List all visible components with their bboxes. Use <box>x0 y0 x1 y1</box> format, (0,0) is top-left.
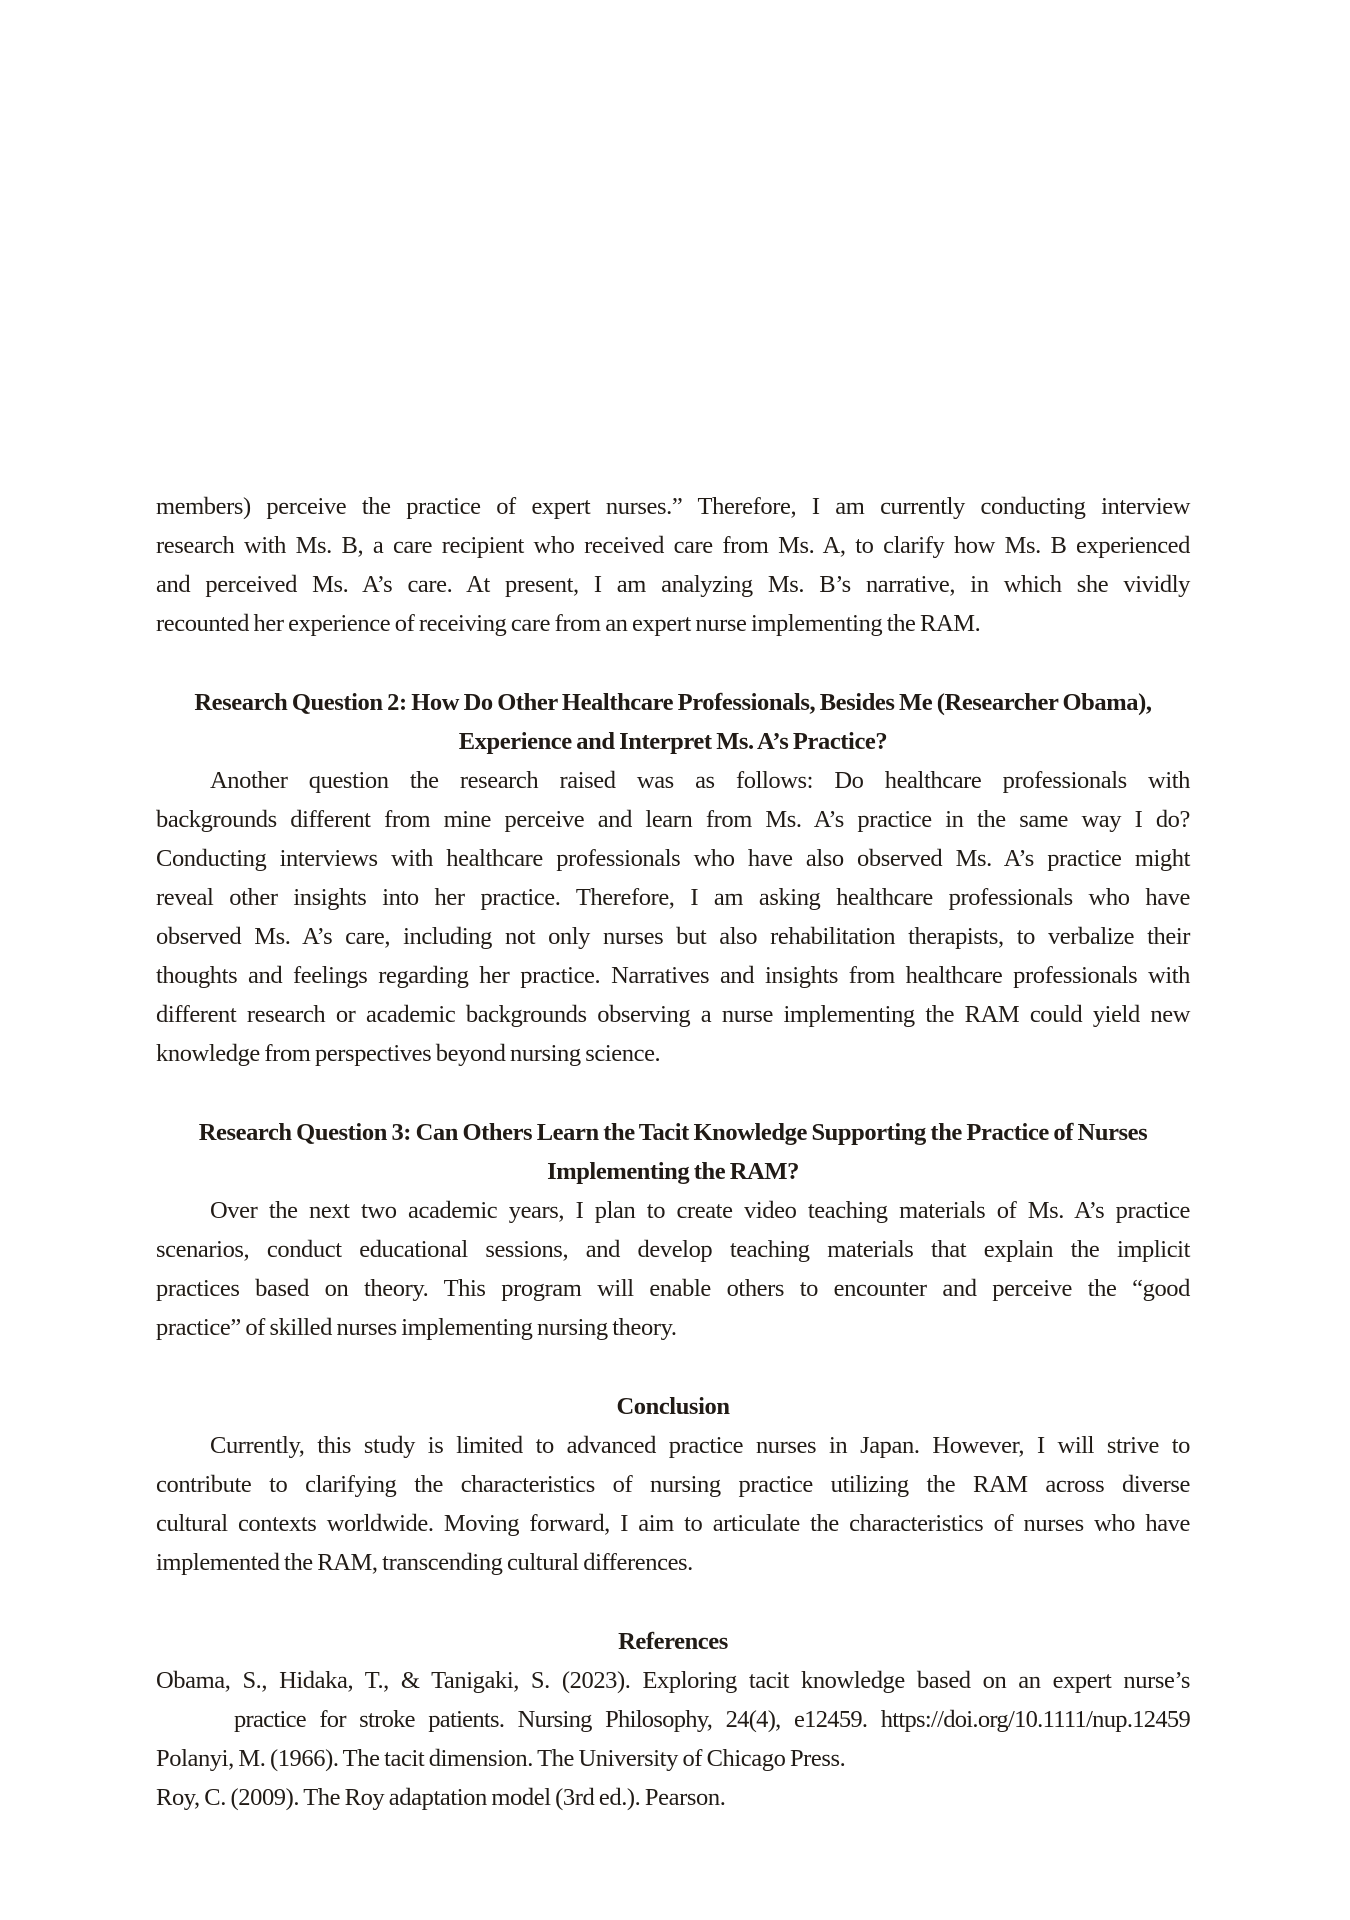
paragraph-line: Conducting interviews with healthcare professionals who have also observed Ms. A’s practice might <box>156 845 1190 872</box>
paragraph-line: knowledge from perspectives beyond nursing science. <box>156 1040 661 1067</box>
heading-line: Experience and Interpret Ms. A’s Practice? <box>458 728 888 755</box>
section-heading-references <box>156 1622 1190 1661</box>
paragraph-line: Over the next two academic years, I plan to create video teaching materials of Ms. A’s practice <box>210 1197 1190 1224</box>
paragraph-line: reveal other insights into her practice. Therefore, I am asking healthcare professionals who have <box>156 884 1190 911</box>
body-paragraph <box>156 1191 1190 1347</box>
paragraph-line: scenarios, conduct educational sessions, and develop teaching materials that explain the implicit <box>156 1236 1190 1263</box>
heading-line: Research Question 2: How Do Other Healthcare Professionals, Besides Me (Researcher Obama), <box>194 689 1152 716</box>
reference-entry <box>156 1661 1190 1739</box>
reference-line doi-url: practice for stroke patients. Nursing Philosophy, 24(4), e12459. https://doi.org/10.1111/nup.12459 <box>234 1706 1190 1733</box>
paragraph-line: practices based on theory. This program will enable others to encounter and perceive the “good <box>156 1275 1190 1302</box>
heading-line: Research Question 3: Can Others Learn the Tacit Knowledge Supporting the Practice of Nurses <box>198 1119 1148 1146</box>
paragraph-line: recounted her experience of receiving care from an expert nurse implementing the RAM. <box>156 610 981 637</box>
heading-line: Conclusion <box>616 1393 730 1420</box>
section-heading-conclusion <box>156 1387 1190 1426</box>
references-section <box>156 1661 1190 1817</box>
paragraph-line: observed Ms. A’s care, including not only nurses but also rehabilitation therapists, to verbalize their <box>156 923 1190 950</box>
page-content <box>156 487 1190 1817</box>
reference-line: Obama, S., Hidaka, T., & Tanigaki, S. (2023). Exploring tacit knowledge based on an expert nurse’s <box>156 1667 1190 1694</box>
paragraph-line: Currently, this study is limited to advanced practice nurses in Japan. However, I will strive to <box>210 1432 1190 1459</box>
paragraph-line: research with Ms. B, a care recipient who received care from Ms. A, to clarify how Ms. B experienced <box>156 532 1190 559</box>
reference-line: Polanyi, M. (1966). The tacit dimension. The University of Chicago Press. <box>156 1745 846 1772</box>
paragraph-line: backgrounds different from mine perceive and learn from Ms. A’s practice in the same way I do? <box>156 806 1190 833</box>
heading-line: Implementing the RAM? <box>547 1158 799 1185</box>
paragraph-line: practice” of skilled nurses implementing nursing theory. <box>156 1314 677 1341</box>
body-paragraph <box>156 487 1190 643</box>
paragraph-line: implemented the RAM, transcending cultural differences. <box>156 1549 693 1576</box>
paragraph-line: cultural contexts worldwide. Moving forward, I aim to articulate the characteristics of nurses who have <box>156 1510 1190 1537</box>
paragraph-line: and perceived Ms. A’s care. At present, I am analyzing Ms. B’s narrative, in which she vividly <box>156 571 1190 598</box>
paragraph-line: Another question the research raised was as follows: Do healthcare professionals with <box>210 767 1190 794</box>
reference-line: Roy, C. (2009). The Roy adaptation model (3rd ed.). Pearson. <box>156 1784 726 1811</box>
paragraph-line: thoughts and feelings regarding her practice. Narratives and insights from healthcare professionals with <box>156 962 1190 989</box>
reference-entry <box>156 1778 1190 1817</box>
paragraph-line: contribute to clarifying the characteristics of nursing practice utilizing the RAM across diverse <box>156 1471 1190 1498</box>
body-paragraph <box>156 1426 1190 1582</box>
reference-entry <box>156 1739 1190 1778</box>
heading-line: References <box>618 1628 728 1655</box>
paragraph-line: different research or academic backgrounds observing a nurse implementing the RAM could yield new <box>156 1001 1190 1028</box>
paragraph-line: members) perceive the practice of expert nurses.” Therefore, I am currently conducting interview <box>156 493 1190 520</box>
section-heading-research-question-2 <box>156 683 1190 761</box>
section-heading-research-question-3 <box>156 1113 1190 1191</box>
body-paragraph <box>156 761 1190 1073</box>
